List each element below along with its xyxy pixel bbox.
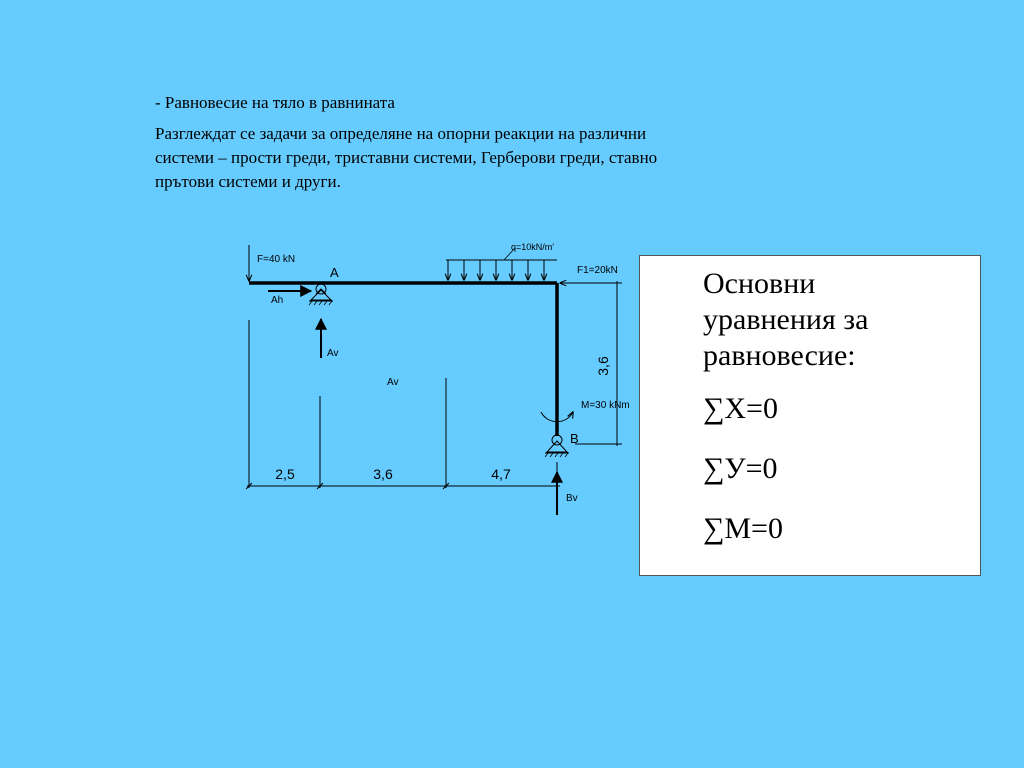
reaction-ah-label: Ah: [271, 295, 284, 306]
span-dim-label: 2,5: [275, 466, 295, 482]
reaction-av-label: Av: [327, 348, 339, 359]
equation-sum-y: ∑У=0: [703, 452, 778, 485]
paragraph-line: системи – прости греди, триставни системи, Герберови греди, ставно: [155, 148, 658, 167]
equations-title-line: Основни: [703, 267, 816, 300]
distributed-load: [446, 248, 557, 280]
equation-sum-x: ∑X=0: [703, 392, 778, 425]
support-a-label: A: [330, 265, 339, 280]
support-b-label: B: [570, 431, 579, 446]
force-f1-label: F1=20kN: [577, 265, 618, 276]
support-a: [309, 284, 333, 305]
distributed-load-label: q=10kN/m': [511, 242, 554, 252]
equations-title-line: равновесие:: [703, 339, 856, 372]
moment-label: M=30 kNm: [581, 400, 630, 411]
span-dimensions: [246, 320, 560, 489]
reaction-bv-label: Bv: [566, 493, 578, 504]
paragraph-line: прътови системи и други.: [155, 172, 341, 191]
reaction-av-mid-label: Av: [387, 377, 399, 388]
equations-box: [639, 255, 981, 576]
equations-title-line: уравнения за: [703, 303, 869, 336]
force-f-label: F=40 kN: [257, 254, 296, 265]
span-dim-label: 3,6: [373, 466, 393, 482]
slide-heading: - Равновесие на тяло в равнината: [155, 93, 395, 112]
equation-sum-m: ∑M=0: [703, 512, 783, 545]
support-b: [545, 435, 569, 457]
span-dim-label: 4,7: [491, 466, 511, 482]
equations-title: [703, 266, 868, 374]
paragraph-line: Разглеждат се задачи за определяне на опорни реакции на различни: [155, 124, 647, 143]
height-dimension-label: 3,6: [595, 356, 611, 376]
